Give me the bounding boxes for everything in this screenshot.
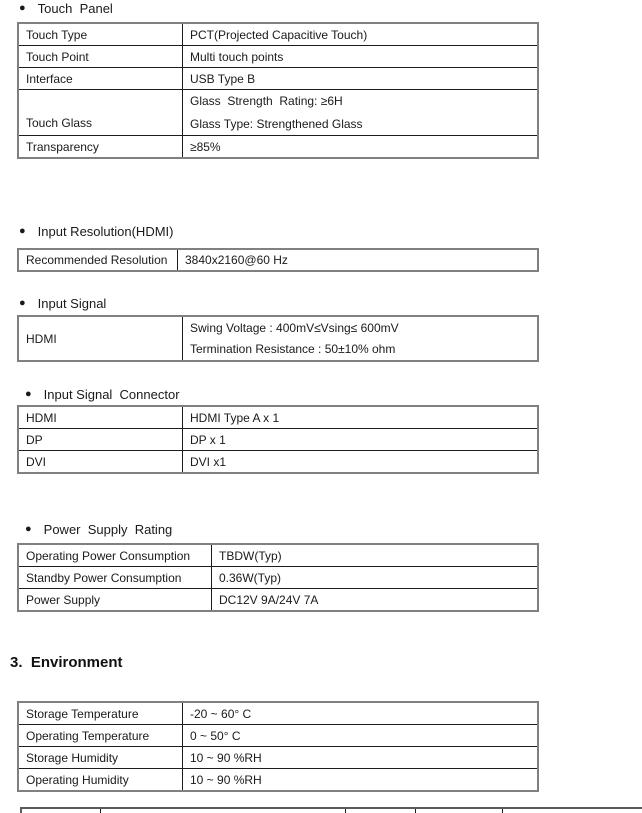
row-label: HDMI (19, 407, 183, 428)
bullet-icon: ● (19, 225, 26, 237)
row-value: 10 ~ 90 %RH (190, 750, 262, 765)
bullet-icon: ● (25, 523, 32, 535)
row-label: Storage Temperature (19, 703, 183, 724)
touch-panel-table (17, 22, 539, 159)
row-value: PCT(Projected Capacitive Touch) (190, 27, 368, 42)
row-value-line: Glass Type: Strengthened Glass (190, 116, 363, 131)
table-row (19, 567, 537, 589)
partial-table-top-border (20, 807, 642, 813)
section-heading-power-supply-rating (25, 522, 172, 537)
section-title: Input Resolution(HDMI) (37, 224, 174, 239)
row-label: DVI (19, 451, 183, 472)
row-label: Operating Humidity (19, 769, 183, 790)
row-value (183, 90, 537, 135)
bullet-icon: ● (19, 297, 26, 309)
partial-table-column-divider (100, 809, 101, 813)
input-signal-table (17, 315, 539, 362)
row-value: DC12V 9A/24V 7A (219, 592, 319, 607)
partial-table-column-divider (415, 809, 416, 813)
table-row (19, 451, 537, 472)
bullet-icon: ● (25, 388, 32, 400)
row-label: Storage Humidity (19, 747, 183, 768)
section-title: Touch Panel (37, 1, 113, 16)
row-label: HDMI (19, 317, 183, 360)
row-value: USB Type B (190, 71, 256, 86)
table-row (19, 769, 537, 790)
row-label: Recommended Resolution (19, 250, 178, 270)
bullet-icon: ● (19, 2, 26, 14)
row-value-line: Glass Strength Rating: ≥6H (190, 94, 343, 109)
row-value-line: Swing Voltage : 400mV≤Vsing≤ 600mV (190, 320, 399, 335)
environment-heading: 3. Environment (10, 654, 123, 671)
table-row (19, 68, 537, 90)
input-resolution-table (17, 248, 539, 272)
table-row (19, 747, 537, 769)
row-value: ≥85% (190, 139, 221, 154)
section-heading-input-resolution (19, 224, 173, 239)
row-value: HDMI Type A x 1 (190, 410, 280, 425)
table-row (19, 589, 537, 610)
row-value: 3840x2160@60 Hz (185, 253, 288, 267)
table-row (19, 46, 537, 68)
partial-table-column-divider (502, 809, 503, 813)
row-value: 0.36W(Typ) (219, 570, 282, 585)
row-label: Power Supply (19, 589, 212, 610)
environment-table (17, 701, 539, 792)
partial-table-column-divider (345, 809, 346, 813)
row-value: 10 ~ 90 %RH (190, 772, 262, 787)
table-row (19, 725, 537, 747)
row-label: Transparency (19, 136, 183, 157)
section-heading-input-signal (19, 296, 106, 311)
row-value: -20 ~ 60° C (190, 706, 252, 721)
row-value: TBDW(Typ) (219, 548, 282, 563)
row-value: 0 ~ 50° C (190, 728, 241, 743)
row-value (183, 317, 537, 360)
table-row (19, 545, 537, 567)
section-title: Input Signal Connector (43, 387, 180, 402)
row-label: Standby Power Consumption (19, 567, 212, 588)
table-row (19, 703, 537, 725)
section-heading-touch-panel (19, 1, 113, 16)
row-label: Touch Glass (19, 90, 183, 135)
row-value: DVI x1 (190, 454, 227, 469)
row-value: Multi touch points (190, 49, 284, 64)
table-row (19, 317, 537, 360)
input-signal-connector-table (17, 405, 539, 474)
row-label: Operating Temperature (19, 725, 183, 746)
row-label: Touch Type (19, 24, 183, 45)
row-label: Interface (19, 68, 183, 89)
table-row (19, 407, 537, 429)
section-title: Power Supply Rating (43, 522, 173, 537)
row-label: Touch Point (19, 46, 183, 67)
table-row (19, 429, 537, 451)
row-value-line: Termination Resistance : 50±10% ohm (190, 342, 396, 357)
row-label: Operating Power Consumption (19, 545, 212, 566)
table-row (19, 24, 537, 46)
section-heading-input-signal-connector (25, 387, 180, 402)
row-label: DP (19, 429, 183, 450)
section-title: Input Signal (37, 296, 107, 311)
power-supply-rating-table (17, 543, 539, 612)
table-row (19, 136, 537, 157)
table-row (19, 90, 537, 136)
row-value: DP x 1 (190, 432, 226, 447)
table-row (19, 250, 537, 270)
